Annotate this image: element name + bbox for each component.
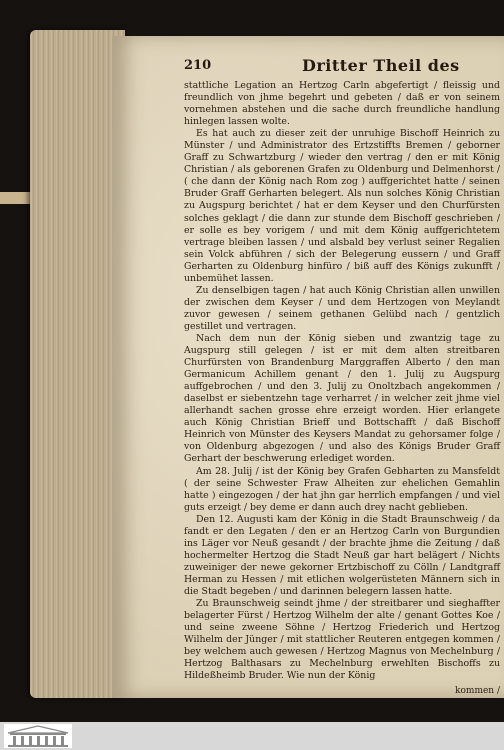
book-page-edges bbox=[30, 30, 125, 698]
paragraph: Zu denselbigen tagen / hat auch König Christian allen unwillen der zwischen dem Keyser / und dem Hertzogen von Meylandt zuvor gewesen / seinem gethanen Gelübd nach / gentzlich gestillet und vertragen. bbox=[184, 284, 500, 332]
catchword: kommen / bbox=[455, 686, 500, 696]
page-number: 210 bbox=[184, 58, 212, 73]
viewer-footer bbox=[0, 722, 504, 750]
paragraph: Nach dem nun der König sieben und zwantzig tage zu Augspurg still gelegen / ist er mit dem alten streitbaren Churfürsten von Brandenburg Marggraffen Alberto / den man Germanicum Achillem genant / den 1. Julij zu Augspurg auffgebrochen / und den 3. Julij zu Onoltzbach angekommen / daselbst er siebentzehn tage verharret / in welcher zeit jhme viel allerhandt sachen grosse ehre erzeigt worden. Hier erlangete auch König Christian Brieff und Bottschafft / daß Bischoff Heinrich von Münster des Keysers Mandat zu gehorsamer folge / von Oldenburg abgezogen / und also des Königs Bruder Graff Gerhart der beschwerung erlediget worden. bbox=[184, 332, 500, 465]
page-header bbox=[184, 58, 500, 78]
book-page bbox=[112, 36, 504, 698]
running-head: Dritter Theil des bbox=[302, 56, 460, 75]
paragraph: stattliche Legation an Hertzog Carln abgefertigt / fleissig und freundlich von jhme begehrt und gebeten / daß er von seinem vornehmen abstehen und die sache durch freundliche handlung hinlegen lassen wolte. bbox=[184, 80, 500, 128]
paragraph: Am 28. Julij / ist der König bey Grafen Gebharten zu Mansfeldt ( der seine Schwester Fraw Alheiten zur ehelichen Gemahlin hatte ) eingezogen / der hat jhn gar herrlich empfangen / und viel guts erzeigt / bey deme er dann auch drey nacht geblieben. bbox=[184, 465, 500, 513]
paragraph: Es hat auch zu dieser zeit der unruhige Bischoff Heinrich zu Münster / und Administrator des Ertzstiffts Bremen / geborner Graff zu Schwartzburg / wieder den vertrag / den er mit König Christian / als geborenen Grafen zu Oldenburg und Delmenhorst / ( che dann der König nach Rom zog ) auffgerichtet hatte / seinen Bruder Graff Gerharten belegert. Als nun solches König Christian zu Augspurg berichtet / hat er dem Keyser und den Churfürsten solches geklagt / die dann zur stunde dem Bischoff geschrieben / er solle es bey vorigem / und mit dem König auffgerichtetem vertrage bleiben lassen / und alsbald bey verlust seiner Regalien sein Volck abführen / sich der Belegerung eussern / und Graff Gerharten zu Oldenburg hinfüro / biß auff des Königs zukunfft / unbemühet lassen. bbox=[184, 128, 500, 284]
paragraph: Den 12. Augusti kam der König in die Stadt Braunschweig / da fandt er den Legaten / den er an Hertzog Carln von Burgundien ins Läger vor Neuß gesandt / der brachte jhme die Zeitung / daß hochermelter Hertzog die Stadt Neuß gar hart belägert / Nichts zuweiniger der newe gekorner Ertzbischoff zu Cölln / Landtgraff Herman zu Hessen / mit etlichen wolgerüsteten Männern sich in die Stadt begeben / und darinnen belegern lassen hatte. bbox=[184, 513, 500, 597]
paragraph: Zu Braunschweig seindt jhme / der streitbarer und sieghaffter belagerter Fürst / Hertzog Wilhelm der alte / genant Gottes Koe / und seine zweene Söhne / Hertzog Friederich und Hertzog Wilhelm der Jünger / mit stattlicher Reuteren entgegen kommen / bey welchem auch gewesen / Hertzog Magnus von Mechelnburg / Hertzog Balthasars zu Mechelnburg erwehlten Bischoffs zu Hildeßheimb Bruder. Wie nun der König bbox=[184, 598, 500, 682]
bookmark-tab bbox=[0, 192, 30, 204]
library-building-logo bbox=[4, 724, 72, 748]
page-body bbox=[184, 80, 500, 682]
